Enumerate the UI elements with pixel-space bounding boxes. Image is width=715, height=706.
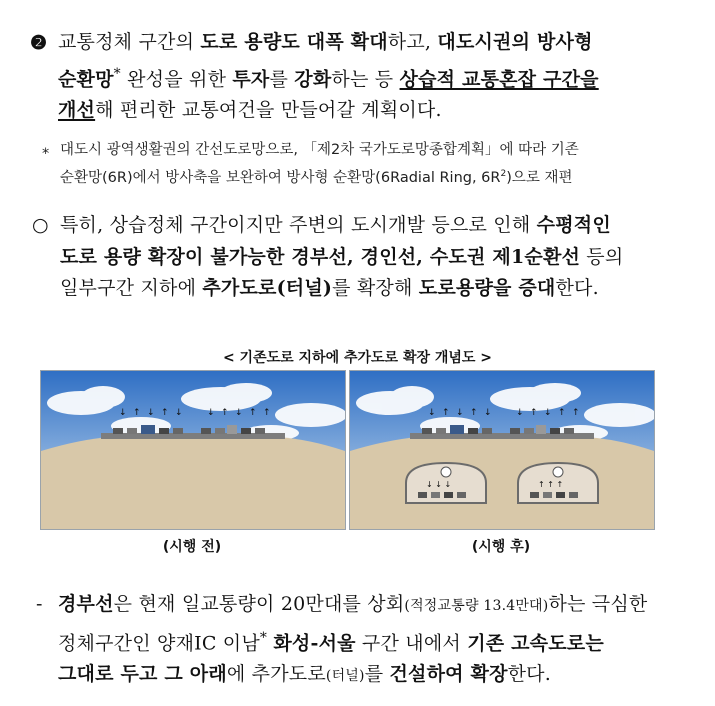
item2-line3: 개선해 편리한 교통여건을 만들어갈 계획이다. — [58, 99, 442, 122]
item-special-paragraph — [60, 210, 680, 305]
svg-text:↑ ↑ ↑: ↑ ↑ ↑ — [538, 480, 564, 489]
special-line3: 일부구간 지하에 추가도로(터널)를 확장해 도로용량을 증대한다. — [60, 277, 599, 299]
svg-text:↑: ↑ — [530, 408, 538, 418]
svg-text:↓: ↓ — [207, 408, 215, 418]
footnote-line2: 순환망(6R)에서 방사축을 보완하여 방사형 순환망(6Radial Ring, $6R^2$)으로 재편 — [60, 169, 573, 186]
item-marker-dash: - — [36, 593, 43, 615]
svg-text:↑: ↑ — [572, 408, 580, 418]
svg-text:↓: ↓ — [119, 408, 127, 418]
svg-text:↓: ↓ — [516, 408, 524, 418]
svg-text:↓: ↓ — [456, 408, 464, 418]
gyeongbu-line1: 경부선은 현재 일교통량이 20만대를 상회(적정교통량 13.4만대)하는 극심한 — [58, 593, 648, 615]
item2-line1: 교통정체 구간의 도로 용량도 대폭 확대하고, 대도시권의 방사형 — [58, 31, 593, 53]
svg-text:↑: ↑ — [161, 408, 169, 418]
svg-text:↓: ↓ — [484, 408, 492, 418]
figure-title: < 기존도로 지하에 추가도로 확장 개념도 > — [222, 350, 493, 366]
gyeongbu-line3: 그대로 두고 그 아래에 추가도로(터널)를 건설하여 확장한다. — [58, 663, 551, 686]
item-marker-2: ❷ — [30, 32, 48, 54]
tunnel-right — [518, 463, 598, 503]
figure-before-panel — [40, 370, 346, 530]
item2-line2: 순환망* 완성을 위한 투자를 강화하는 등 상습적 교통혼잡 구간을 — [58, 65, 599, 90]
svg-text:↓: ↓ — [175, 408, 183, 418]
svg-text:↑: ↑ — [263, 408, 271, 418]
footnote-line1: 대도시 광역생활권의 간선도로망으로, 「제2차 국가도로망종합계획」에 따라 기존 — [60, 142, 579, 158]
special-line2: 도로 용량 확장이 불가능한 경부선, 경인선, 수도권 제1순환선 등의 — [60, 245, 624, 268]
svg-text:↓: ↓ — [544, 408, 552, 418]
svg-text:↓: ↓ — [235, 408, 243, 418]
svg-text:↑: ↑ — [470, 408, 478, 418]
gyeongbu-line2: 정체구간인 양재IC 이남* 화성-서울 구간 내에서 기존 고속도로는 — [58, 629, 604, 654]
svg-text:↓ ↓ ↓: ↓ ↓ ↓ — [426, 480, 452, 489]
footnote-text — [60, 138, 680, 190]
svg-text:↓: ↓ — [428, 408, 436, 418]
tunnel-left — [406, 463, 486, 503]
special-line1: 특히, 상습정체 구간이지만 주변의 도시개발 등으로 인해 수평적인 — [60, 214, 611, 236]
svg-text:↑: ↑ — [249, 408, 257, 418]
caption-before: (시행 전) — [162, 539, 222, 555]
svg-text:↑: ↑ — [133, 408, 141, 418]
item2-paragraph — [58, 27, 678, 127]
embankment — [350, 437, 654, 529]
item-marker-circle: ○ — [32, 214, 49, 236]
before-illustration — [41, 371, 345, 529]
caption-after: (시행 후) — [471, 539, 531, 555]
svg-text:↑: ↑ — [221, 408, 229, 418]
after-illustration — [350, 371, 654, 529]
item-gyeongbu-paragraph — [58, 589, 678, 693]
svg-text:↑: ↑ — [442, 408, 450, 418]
figure-after-panel — [349, 370, 655, 530]
svg-text:↑: ↑ — [558, 408, 566, 418]
embankment — [41, 437, 345, 529]
footnote-marker: * — [42, 146, 50, 162]
svg-text:↓: ↓ — [147, 408, 155, 418]
